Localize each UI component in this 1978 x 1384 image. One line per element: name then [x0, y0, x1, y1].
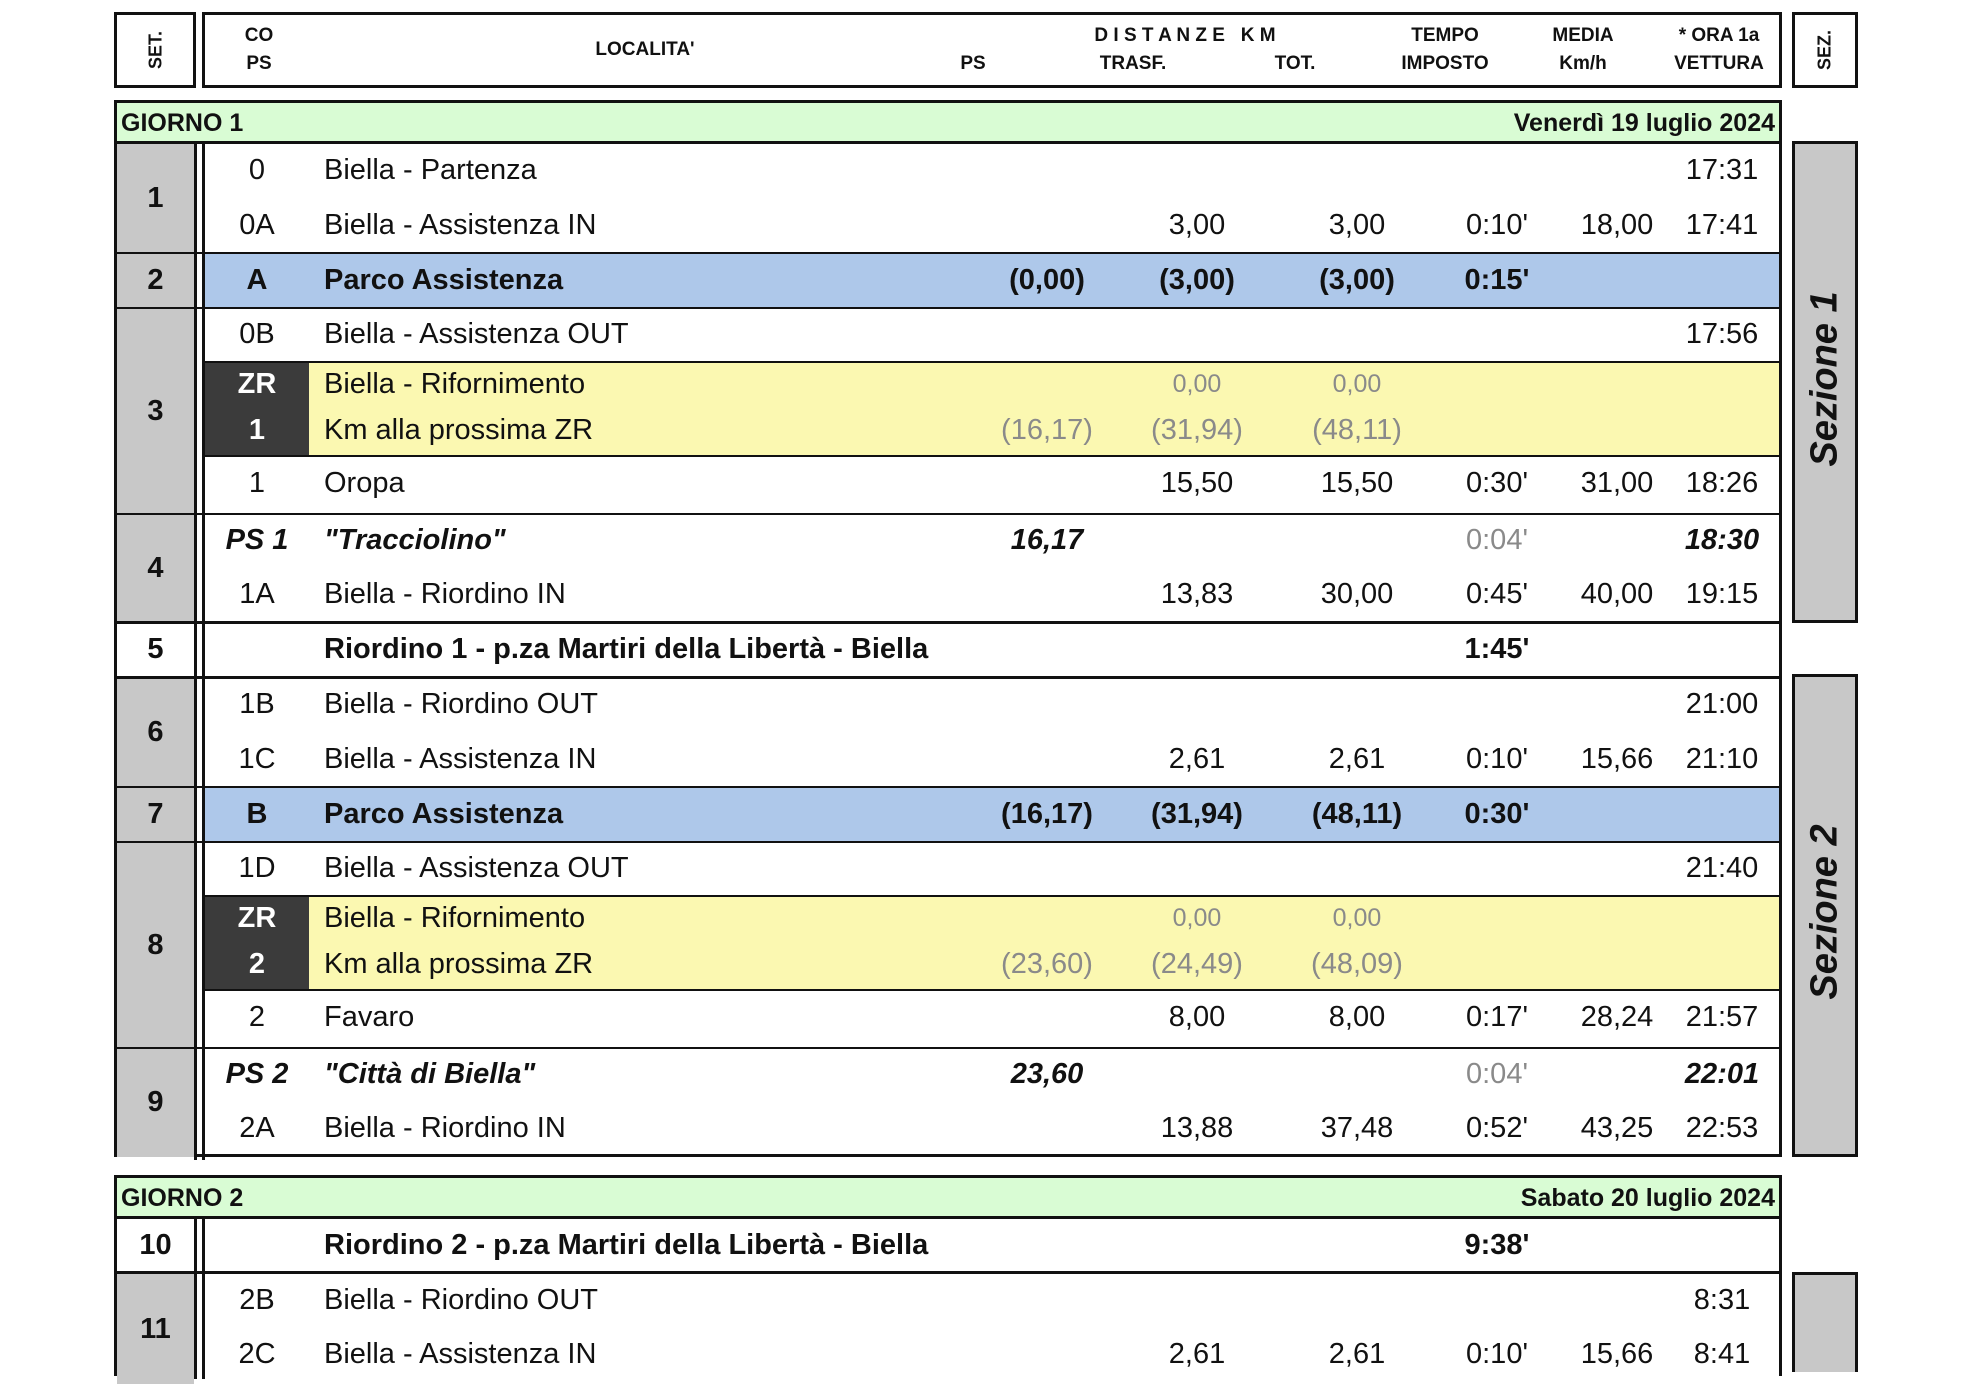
row-tot: 0,00 — [1332, 370, 1382, 398]
day2-header — [114, 1175, 1782, 1219]
row-ora: 17:41 — [1685, 209, 1759, 241]
header-ps-top: PS — [246, 53, 272, 74]
row-ora: 19:15 — [1685, 578, 1759, 610]
row-co: 2C — [238, 1338, 276, 1370]
set-number: 7 — [147, 798, 164, 830]
row-tot: 37,48 — [1320, 1112, 1394, 1144]
set-number: 2 — [147, 264, 164, 296]
row-co: A — [246, 264, 268, 296]
header-set: SET. — [145, 30, 166, 70]
set-number: 10 — [139, 1229, 172, 1261]
header-sez-cell — [1792, 12, 1858, 88]
row-tot: (48,11) — [1311, 798, 1403, 830]
row-co: 1B — [239, 688, 275, 720]
row-localita: Biella - Assistenza IN — [324, 209, 597, 241]
set-number: 3 — [147, 395, 164, 427]
row-co: 2B — [239, 1284, 275, 1316]
row-localita: Biella - Riordino OUT — [324, 1284, 598, 1316]
row-trasf: 13,83 — [1160, 578, 1234, 610]
row-ora: 21:00 — [1685, 688, 1759, 720]
row-co: 2 — [248, 1001, 266, 1033]
row-co: 1D — [238, 852, 276, 884]
row-tempo: 0:30' — [1466, 467, 1528, 499]
row-localita: Favaro — [324, 1001, 415, 1033]
row-ora: 21:57 — [1685, 1001, 1759, 1033]
header-trasf: TRASF. — [1099, 53, 1167, 74]
row-ps: (16,17) — [1001, 414, 1093, 446]
row-trasf: 2,61 — [1168, 1338, 1226, 1370]
set-number: 5 — [147, 633, 164, 665]
row-localita: Biella - Assistenza IN — [324, 743, 597, 775]
row-ora: 22:53 — [1685, 1112, 1759, 1144]
section-2-label: Sezione 2 — [1803, 824, 1846, 1000]
section-1-label: Sezione 1 — [1803, 291, 1846, 467]
set-number: 6 — [147, 716, 164, 748]
row-trasf: 8,00 — [1168, 1001, 1226, 1033]
row-ps: (16,17) — [1001, 798, 1093, 830]
row-trasf: 2,61 — [1168, 743, 1226, 775]
row-localita: "Tracciolino" — [324, 524, 506, 556]
zr-label: ZR — [237, 902, 277, 934]
row-media: 15,66 — [1580, 1338, 1654, 1370]
row-co: 1 — [248, 467, 266, 499]
section-1-column — [1792, 141, 1858, 623]
row-tot: (3,00) — [1319, 264, 1395, 296]
header-kmh: Km/h — [1559, 53, 1607, 74]
row-localita: Biella - Riordino IN — [324, 578, 566, 610]
row-media: 43,25 — [1580, 1112, 1654, 1144]
row-tempo: 0:04' — [1466, 1058, 1528, 1090]
row-tot: 30,00 — [1320, 578, 1394, 610]
row-trasf: 0,00 — [1172, 370, 1222, 398]
row-trasf: 13,88 — [1160, 1112, 1234, 1144]
set-number: 9 — [147, 1086, 164, 1118]
row-ora: 22:01 — [1684, 1058, 1760, 1090]
header-main-cell — [202, 12, 1782, 88]
set-number: 11 — [140, 1313, 171, 1345]
row-localita: Biella - Assistenza OUT — [324, 318, 629, 350]
set-number: 8 — [147, 929, 164, 961]
row-ps: (0,00) — [1009, 264, 1085, 296]
row-trasf: (24,49) — [1151, 948, 1243, 980]
row-media: 15,66 — [1580, 743, 1654, 775]
row-tot: 2,61 — [1328, 743, 1386, 775]
row-localita: Km alla prossima ZR — [324, 414, 594, 446]
header-tot: TOT. — [1274, 53, 1316, 74]
row-trasf: 15,50 — [1160, 467, 1234, 499]
day2-label: GIORNO 2 — [121, 1184, 244, 1212]
header-tempo: TEMPO — [1411, 25, 1479, 46]
row-media: 18,00 — [1580, 209, 1654, 241]
zr-number: 2 — [248, 948, 266, 980]
row-trasf: (3,00) — [1159, 264, 1235, 296]
row-trasf: 0,00 — [1172, 904, 1222, 932]
row-localita: Km alla prossima ZR — [324, 948, 594, 980]
row-ora: 17:31 — [1685, 154, 1759, 186]
row-ora: 8:41 — [1693, 1338, 1751, 1370]
day2-date: Sabato 20 luglio 2024 — [1520, 1184, 1775, 1212]
row-co: 1C — [238, 743, 276, 775]
row-tempo: 1:45' — [1464, 633, 1530, 665]
set-number: 4 — [147, 552, 164, 584]
row-tempo: 0:52' — [1466, 1112, 1528, 1144]
row-media: 28,24 — [1580, 1001, 1654, 1033]
row-localita: Biella - Rifornimento — [324, 902, 586, 934]
row-tot: 0,00 — [1332, 904, 1382, 932]
row-ps: (23,60) — [1001, 948, 1093, 980]
row-tempo: 9:38' — [1464, 1229, 1530, 1261]
row-localita: "Città di Biella" — [324, 1058, 536, 1090]
header-sez: SEZ. — [1814, 29, 1835, 71]
row-localita: Biella - Riordino OUT — [324, 688, 598, 720]
row-ora: 17:56 — [1685, 318, 1759, 350]
day1-label: GIORNO 1 — [121, 109, 244, 137]
row-tot: 2,61 — [1328, 1338, 1386, 1370]
row-tot: 3,00 — [1328, 209, 1386, 241]
row-tot: 8,00 — [1328, 1001, 1386, 1033]
row-co: 1A — [239, 578, 275, 610]
row-tempo: 0:17' — [1466, 1001, 1528, 1033]
row-ps: 16,17 — [1010, 524, 1084, 556]
row-tot: (48,09) — [1311, 948, 1403, 980]
header-distanze: D I S T A N Z E K M — [1094, 25, 1276, 46]
day2-table — [114, 1216, 1782, 1376]
set-number: 1 — [147, 182, 164, 214]
day1-date: Venerdì 19 luglio 2024 — [1513, 109, 1775, 137]
row-tempo: 0:45' — [1466, 578, 1528, 610]
day1-header — [114, 100, 1782, 144]
row-trasf: (31,94) — [1151, 798, 1243, 830]
row-co: B — [246, 798, 268, 830]
row-localita: Biella - Assistenza OUT — [324, 852, 629, 884]
zr-label: ZR — [237, 368, 277, 400]
header-vettura: VETTURA — [1674, 53, 1764, 74]
header-ora: * ORA 1a — [1678, 25, 1760, 46]
row-co: 0B — [239, 318, 275, 350]
row-localita: Biella - Riordino IN — [324, 1112, 566, 1144]
row-tempo: 0:04' — [1466, 524, 1528, 556]
row-localita: Parco Assistenza — [324, 798, 564, 830]
header-ps: PS — [960, 53, 986, 74]
day1-table — [114, 141, 1782, 1157]
row-ps: 23,60 — [1010, 1058, 1084, 1090]
row-tot: (48,11) — [1312, 414, 1402, 446]
row-tempo: 0:10' — [1466, 743, 1528, 775]
section-2-column — [1792, 674, 1858, 1157]
row-ora: 21:10 — [1685, 743, 1759, 775]
zr-number: 1 — [248, 414, 266, 446]
header-set-cell — [114, 12, 196, 88]
row-media: 40,00 — [1580, 578, 1654, 610]
row-co: PS 2 — [225, 1058, 289, 1090]
row-tempo: 0:30' — [1464, 798, 1530, 830]
row-ora: 8:31 — [1693, 1284, 1751, 1316]
row-localita: Riordino 2 - p.za Martiri della Libertà - Biella — [324, 1229, 929, 1261]
row-co: 0A — [239, 209, 275, 241]
row-localita: Biella - Rifornimento — [324, 368, 586, 400]
row-localita: Biella - Assistenza IN — [324, 1338, 597, 1370]
row-tot: 15,50 — [1320, 467, 1394, 499]
row-ora: 18:26 — [1685, 467, 1759, 499]
row-co: PS 1 — [225, 524, 289, 556]
row-tempo: 0:10' — [1466, 209, 1528, 241]
header-media: MEDIA — [1552, 25, 1614, 46]
row-localita: Oropa — [324, 467, 405, 499]
header-localita: LOCALITA' — [595, 39, 695, 60]
row-ora: 21:40 — [1685, 852, 1759, 884]
header-co: CO — [244, 25, 274, 46]
row-tempo: 0:15' — [1464, 264, 1530, 296]
row-localita: Riordino 1 - p.za Martiri della Libertà - Biella — [324, 633, 929, 665]
row-co: 0 — [248, 154, 266, 186]
row-media: 31,00 — [1580, 467, 1654, 499]
row-co: 2A — [239, 1112, 275, 1144]
row-localita: Biella - Partenza — [324, 154, 537, 186]
section-3-column — [1792, 1272, 1858, 1372]
header-imposto: IMPOSTO — [1401, 53, 1489, 74]
row-trasf: (31,94) — [1151, 414, 1243, 446]
row-trasf: 3,00 — [1168, 209, 1226, 241]
row-ora: 18:30 — [1684, 524, 1760, 556]
row-tempo: 0:10' — [1466, 1338, 1528, 1370]
row-localita: Parco Assistenza — [324, 264, 564, 296]
